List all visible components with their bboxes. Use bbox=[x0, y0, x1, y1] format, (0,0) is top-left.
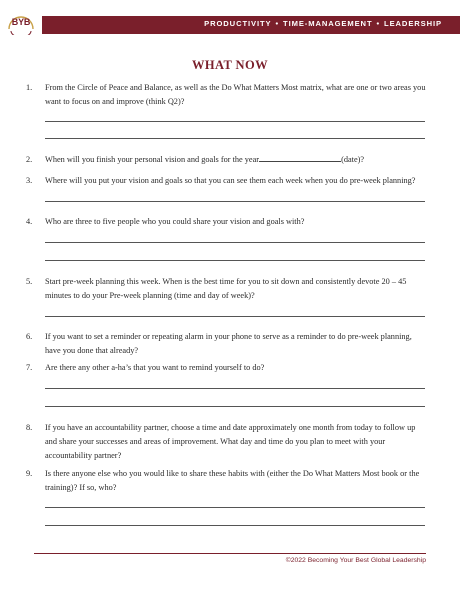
banner-item-leadership: LEADERSHIP bbox=[384, 19, 442, 28]
question-7 bbox=[26, 361, 426, 375]
answer-line[interactable] bbox=[45, 388, 425, 389]
question-text: If you have an accountability partner, choose a time and date approximately one month from today to follow up and share your successes and areas of improvement. What day and time do you plan to meet with your accountability partner? bbox=[45, 423, 416, 460]
question-text: Where will you put your vision and goals so that you can see them each week when you do pre-week planning? bbox=[45, 176, 416, 185]
question-text-before: When will you finish your personal vision and goals for the year bbox=[45, 155, 260, 164]
question-number: 8. bbox=[26, 423, 33, 432]
question-number: 3. bbox=[26, 176, 33, 185]
banner-item-productivity: PRODUCTIVITY bbox=[204, 19, 272, 28]
date-blank[interactable] bbox=[259, 153, 341, 162]
question-text: Start pre-week planning this week. When is the best time for you to sit down and consistently devote 20 – 45 minutes to do your Pre-week planning (time and day of week)? bbox=[45, 277, 407, 300]
question-6 bbox=[26, 330, 426, 358]
question-number: 2. bbox=[26, 155, 33, 164]
banner-separator: • bbox=[376, 19, 381, 28]
question-text: If you want to set a reminder or repeating alarm in your phone to serve as a reminder to do pre-week planning, have you done that already? bbox=[45, 332, 412, 355]
question-2 bbox=[26, 153, 426, 167]
banner-separator: • bbox=[275, 19, 280, 28]
question-text: Who are three to five people who you could share your vision and goals with? bbox=[45, 217, 305, 226]
question-number: 4. bbox=[26, 217, 33, 226]
page-title: WHAT NOW bbox=[191, 58, 268, 72]
answer-line[interactable] bbox=[45, 201, 425, 202]
answer-line[interactable] bbox=[45, 260, 425, 261]
question-9 bbox=[26, 467, 426, 495]
header-banner bbox=[42, 16, 460, 34]
question-8 bbox=[26, 421, 426, 463]
question-text-after: (date)? bbox=[341, 155, 365, 164]
question-text: From the Circle of Peace and Balance, as well as the Do What Matters Most matrix, what are one or two areas you want to focus on and improve (think Q2)? bbox=[45, 83, 426, 106]
answer-line[interactable] bbox=[45, 138, 425, 139]
question-number: 6. bbox=[26, 332, 33, 341]
question-1 bbox=[26, 81, 426, 109]
banner-item-time-management: TIME-MANAGEMENT bbox=[283, 19, 373, 28]
answer-line[interactable] bbox=[45, 316, 425, 317]
question-3 bbox=[26, 174, 426, 188]
footer-divider bbox=[34, 553, 426, 554]
question-text bbox=[45, 153, 426, 167]
question-number: 1. bbox=[26, 83, 33, 92]
byb-logo bbox=[7, 13, 35, 35]
footer-copyright: ©2022 Becoming Your Best Global Leadership bbox=[285, 557, 426, 564]
answer-line[interactable] bbox=[45, 406, 425, 407]
answer-line[interactable] bbox=[45, 507, 425, 508]
question-4 bbox=[26, 215, 426, 229]
answer-line[interactable] bbox=[45, 121, 425, 122]
banner-text bbox=[204, 19, 442, 28]
question-number: 9. bbox=[26, 469, 33, 478]
question-5 bbox=[26, 275, 426, 303]
answer-line[interactable] bbox=[45, 525, 425, 526]
question-text: Are there any other a-ha’s that you want to remind yourself to do? bbox=[45, 363, 265, 372]
answer-line[interactable] bbox=[45, 242, 425, 243]
question-text: Is there anyone else who you would like to share these habits with (either the Do What Matters Most book or the training)? If so, who? bbox=[45, 469, 420, 492]
question-number: 7. bbox=[26, 363, 33, 372]
logo-text: BYB bbox=[11, 17, 31, 27]
question-number: 5. bbox=[26, 277, 33, 286]
